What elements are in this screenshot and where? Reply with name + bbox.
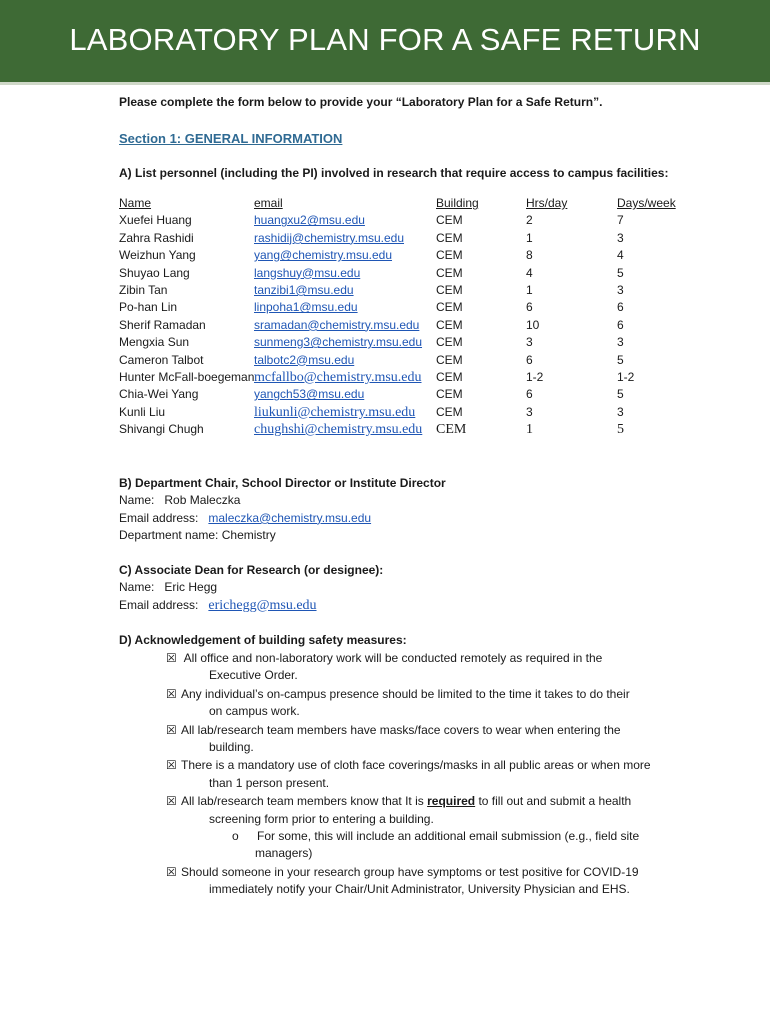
person-building: CEM <box>436 387 463 402</box>
person-days-per-week: 6 <box>617 317 624 332</box>
person-days-per-week: 3 <box>617 282 624 297</box>
table-row <box>119 352 719 369</box>
person-name: Mengxia Sun <box>119 335 190 350</box>
ack-list <box>166 650 686 899</box>
col-header-building: Building <box>436 196 479 210</box>
person-hrs-per-day: 6 <box>526 300 533 315</box>
ack-item-5-post: to fill out and submit a health <box>478 794 632 809</box>
person-name: Cameron Talbot <box>119 352 204 367</box>
checkbox-checked-icon[interactable]: ☒ <box>166 686 177 701</box>
person-hrs-per-day: 4 <box>526 265 533 280</box>
person-hrs-per-day: 8 <box>526 248 533 263</box>
person-email-link[interactable]: linpoha1@msu.edu <box>254 300 358 315</box>
chair-email-link[interactable]: maleczka@chemistry.msu.edu <box>208 510 372 525</box>
dept-line <box>119 527 719 544</box>
dept-name: Chemistry <box>221 528 276 543</box>
table-header-row <box>119 195 719 212</box>
person-days-per-week: 6 <box>617 300 624 315</box>
person-email-link[interactable]: sunmeng3@chemistry.msu.edu <box>254 335 423 350</box>
dean-email-line <box>119 597 719 614</box>
person-name: Hunter McFall-boegeman <box>119 369 255 384</box>
section-d-title: D) Acknowledgement of building safety measures: <box>119 633 407 647</box>
ack-item-5-pre: All lab/research team members know that It is <box>181 794 424 809</box>
page-title: LABORATORY PLAN FOR A SAFE RETURN <box>69 22 701 57</box>
page-header <box>0 0 770 85</box>
col-header-hrs: Hrs/day <box>526 196 568 210</box>
person-email-link[interactable]: yangch53@msu.edu <box>254 387 365 402</box>
table-row <box>119 299 719 316</box>
person-hrs-per-day: 3 <box>526 335 533 350</box>
table-row <box>119 265 719 282</box>
person-email-link[interactable]: huangxu2@msu.edu <box>254 213 365 228</box>
person-name: Kunli Liu <box>119 404 166 419</box>
table-row <box>119 369 719 386</box>
person-days-per-week: 7 <box>617 213 624 228</box>
ack-sub-text: For some, this will include an additional email submission (e.g., field site <box>257 828 640 843</box>
ack-item-3-cont: building. <box>209 739 254 754</box>
person-email-link[interactable]: sramadan@chemistry.msu.edu <box>254 317 420 332</box>
person-days-per-week: 3 <box>617 230 624 245</box>
ack-item-4 <box>166 757 686 792</box>
personnel-table <box>119 195 719 438</box>
question-a: A) List personnel (including the PI) involved in research that require access to campus facilities: <box>119 166 669 180</box>
person-hrs-per-day: 2 <box>526 213 533 228</box>
person-days-per-week: 3 <box>617 335 624 350</box>
ack-item-1-cont: Executive Order. <box>209 668 298 683</box>
person-name: Po-han Lin <box>119 300 178 315</box>
person-email-link[interactable]: chughshi@chemistry.msu.edu <box>254 422 423 438</box>
person-name: Sherif Ramadan <box>119 317 206 332</box>
person-building: CEM <box>436 404 463 419</box>
person-days-per-week: 4 <box>617 248 624 263</box>
dean-name: Eric Hegg <box>164 580 218 595</box>
person-hrs-per-day: 10 <box>526 317 540 332</box>
dean-name-label: Name: <box>119 580 155 595</box>
section-b <box>119 475 719 545</box>
person-email-link[interactable]: talbotc2@msu.edu <box>254 352 355 367</box>
table-row <box>119 421 719 438</box>
checkbox-checked-icon[interactable]: ☒ <box>166 651 177 665</box>
person-building: CEM <box>436 265 463 280</box>
ack-sub-cont: managers) <box>255 846 313 861</box>
checkbox-checked-icon[interactable]: ☒ <box>166 794 177 809</box>
person-building: CEM <box>436 282 463 297</box>
person-hrs-per-day: 6 <box>526 387 533 402</box>
person-building: CEM <box>436 300 463 315</box>
person-name: Zibin Tan <box>119 282 168 297</box>
person-days-per-week: 1-2 <box>617 369 635 384</box>
chair-email-label: Email address: <box>119 510 199 525</box>
person-hrs-per-day: 1 <box>526 230 533 245</box>
person-days-per-week: 3 <box>617 404 624 419</box>
checkbox-checked-icon[interactable]: ☒ <box>166 758 177 773</box>
person-email-link[interactable]: tanzibi1@msu.edu <box>254 282 354 297</box>
person-hrs-per-day: 6 <box>526 352 533 367</box>
section-b-title: B) Department Chair, School Director or Institute Director <box>119 476 446 490</box>
ack-item-1 <box>166 650 686 685</box>
person-days-per-week: 5 <box>617 265 624 280</box>
table-row <box>119 247 719 264</box>
person-building: CEM <box>436 230 463 245</box>
person-hrs-per-day: 1-2 <box>526 369 544 384</box>
section-c-title: C) Associate Dean for Research (or designee): <box>119 563 384 577</box>
table-row <box>119 334 719 351</box>
ack-item-2-cont: on campus work. <box>209 704 300 719</box>
chair-email-line <box>119 510 719 527</box>
person-email-link[interactable]: rashidij@chemistry.msu.edu <box>254 230 405 245</box>
person-building: CEM <box>436 248 463 263</box>
dean-name-line <box>119 579 719 596</box>
person-name: Chia-Wei Yang <box>119 387 199 402</box>
chair-name-line <box>119 492 719 509</box>
ack-item-3-text: All lab/research team members have masks/face covers to wear when entering the <box>181 722 621 737</box>
section-c <box>119 562 719 614</box>
col-header-email: email <box>254 196 283 210</box>
person-building: CEM <box>436 422 467 438</box>
dept-label: Department name: <box>119 528 219 543</box>
person-days-per-week: 5 <box>617 422 624 438</box>
table-row <box>119 404 719 421</box>
person-email-link[interactable]: mcfallbo@chemistry.msu.edu <box>254 369 422 385</box>
section-1-title: Section 1: GENERAL INFORMATION <box>119 131 343 146</box>
person-building: CEM <box>436 317 463 332</box>
intro-text: Please complete the form below to provide your “Laboratory Plan for a Safe Return”. <box>119 95 603 109</box>
person-name: Zahra Rashidi <box>119 230 194 245</box>
person-building: CEM <box>436 213 463 228</box>
ack-item-2 <box>166 686 686 721</box>
circle-bullet-icon: o <box>232 828 239 843</box>
person-name: Xuefei Huang <box>119 213 192 228</box>
dean-email-link[interactable]: erichegg@msu.edu <box>208 597 317 613</box>
ack-item-5-cont: screening form prior to entering a building. <box>209 811 434 826</box>
person-building: CEM <box>436 352 463 367</box>
checkbox-checked-icon[interactable]: ☒ <box>166 722 177 737</box>
ack-item-1-text: All office and non-laboratory work will be conducted remotely as required in the <box>183 651 603 665</box>
chair-name-label: Name: <box>119 493 155 508</box>
person-name: Weizhun Yang <box>119 248 196 263</box>
ack-item-2-text: Any individual’s on-campus presence should be limited to the time it takes to do their <box>181 686 630 701</box>
person-hrs-per-day: 1 <box>526 282 533 297</box>
person-building: CEM <box>436 369 463 384</box>
chair-name: Rob Maleczka <box>164 493 241 508</box>
ack-item-3 <box>166 722 686 757</box>
ack-sub-item <box>166 828 686 863</box>
col-header-days: Days/week <box>617 196 676 210</box>
table-row <box>119 212 719 229</box>
ack-item-4-text: There is a mandatory use of cloth face coverings/masks in all public areas or when more <box>181 758 651 773</box>
person-building: CEM <box>436 335 463 350</box>
person-hrs-per-day: 3 <box>526 404 533 419</box>
dean-email-label: Email address: <box>119 597 199 612</box>
person-days-per-week: 5 <box>617 387 624 402</box>
ack-item-5-required: required <box>427 794 476 809</box>
col-header-name: Name <box>119 196 152 210</box>
person-email-link[interactable]: yang@chemistry.msu.edu <box>254 248 393 263</box>
person-email-link[interactable]: liukunli@chemistry.msu.edu <box>254 404 416 420</box>
person-name: Shivangi Chugh <box>119 422 204 437</box>
ack-item-6 <box>166 864 686 899</box>
person-hrs-per-day: 1 <box>526 422 533 438</box>
checkbox-checked-icon[interactable]: ☒ <box>166 864 177 879</box>
table-row <box>119 386 719 403</box>
table-row <box>119 282 719 299</box>
ack-item-4-cont: than 1 person present. <box>209 775 330 790</box>
table-row <box>119 317 719 334</box>
person-days-per-week: 5 <box>617 352 624 367</box>
ack-item-6-cont: immediately notify your Chair/Unit Administrator, University Physician and EHS. <box>209 882 630 897</box>
ack-item-6-text: Should someone in your research group have symptoms or test positive for COVID-19 <box>181 864 639 879</box>
table-row <box>119 230 719 247</box>
person-email-link[interactable]: langshuy@msu.edu <box>254 265 361 280</box>
section-d-title-wrap <box>119 632 719 649</box>
ack-item-5 <box>166 793 686 863</box>
person-name: Shuyao Lang <box>119 265 190 280</box>
